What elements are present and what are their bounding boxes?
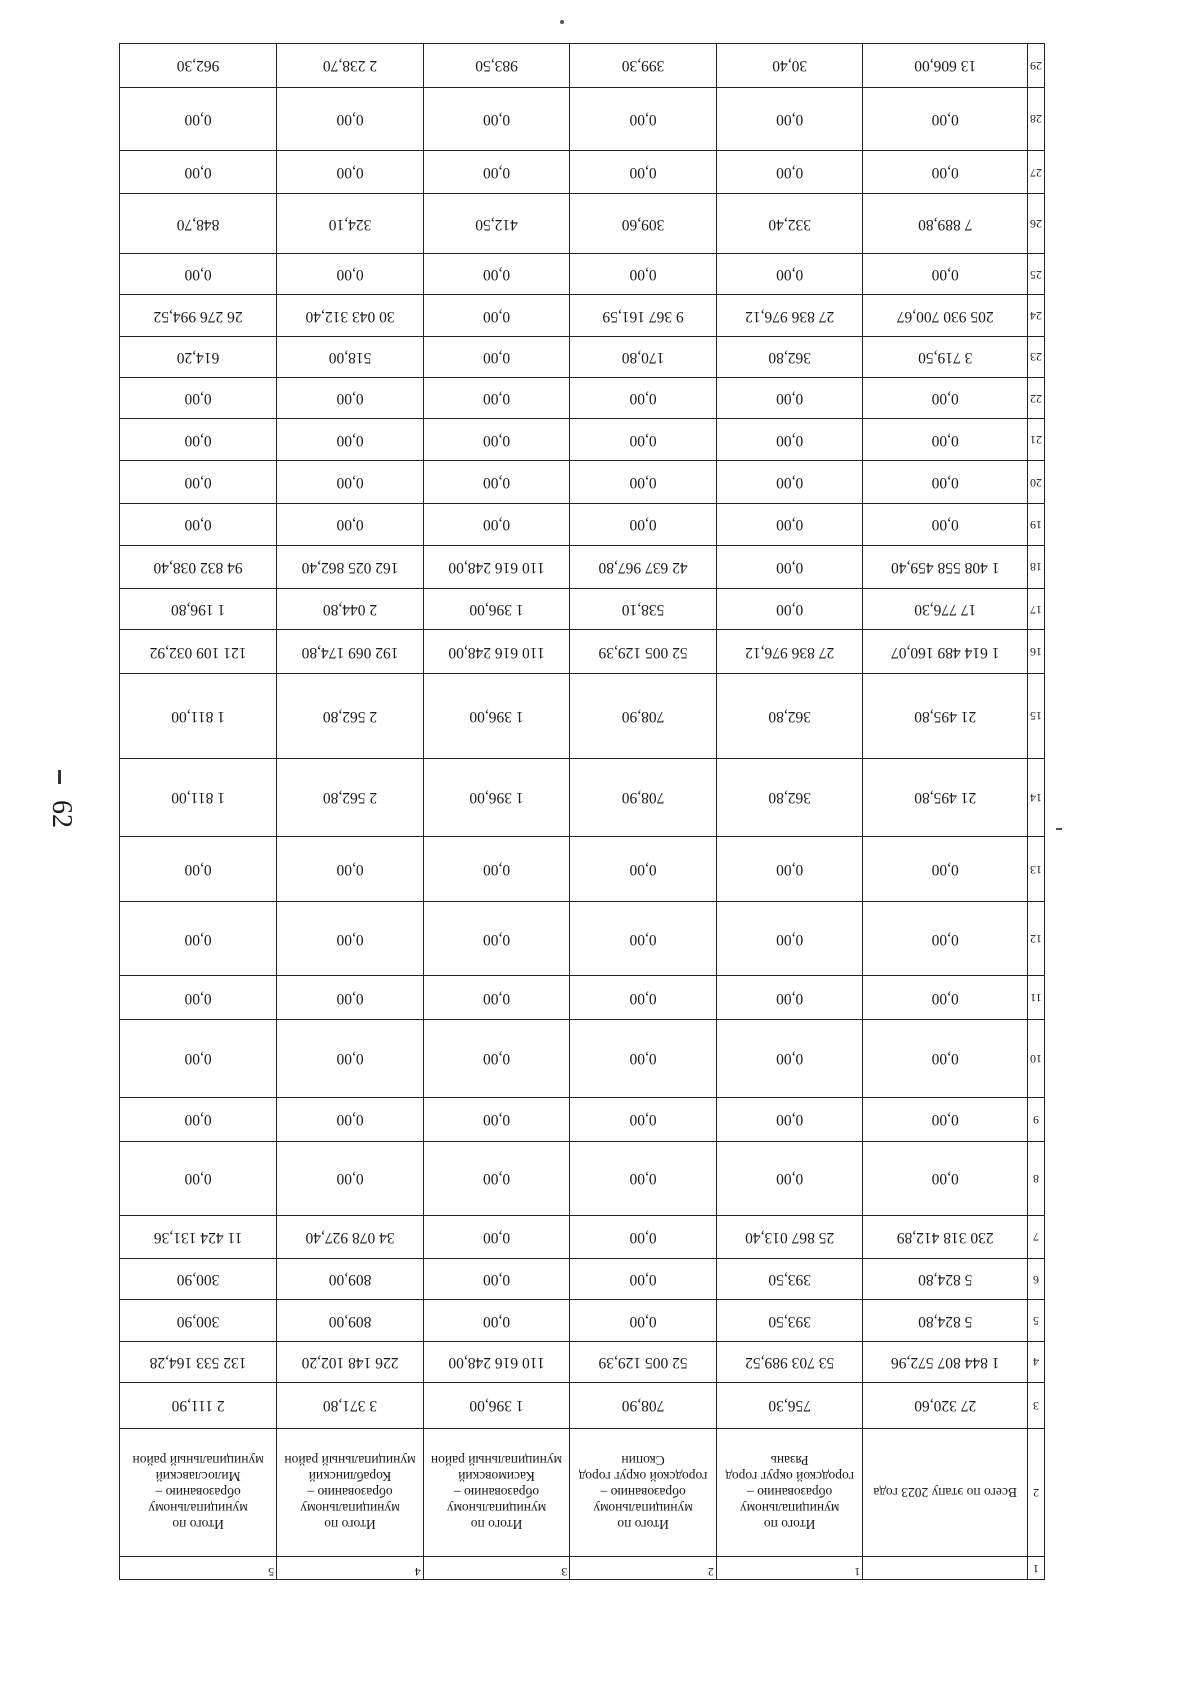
table-row bbox=[120, 254, 1045, 295]
group-index-cell: 5 bbox=[120, 1557, 277, 1580]
page-number: 62 bbox=[46, 800, 77, 828]
header-number-cell: 27 bbox=[1028, 150, 1045, 194]
municipality-name-cell: Итого по муниципальному образованию – Кораблинский муниципальный район bbox=[277, 1428, 424, 1556]
value-cell: 0,00 bbox=[716, 589, 863, 630]
value-cell: 0,00 bbox=[570, 419, 717, 460]
value-cell: 3 371,80 bbox=[277, 1383, 424, 1429]
value-cell: 0,00 bbox=[423, 1098, 570, 1142]
value-cell: 809,00 bbox=[277, 1259, 424, 1300]
value-cell: 1 408 558 459,40 bbox=[863, 545, 1028, 589]
value-cell: 2 562,80 bbox=[277, 758, 424, 836]
value-cell: 1 196,80 bbox=[120, 589, 277, 630]
value-cell: 0,00 bbox=[716, 902, 863, 976]
value-cell: 0,00 bbox=[120, 419, 277, 460]
value-cell: 0,00 bbox=[120, 976, 277, 1020]
value-cell: 110 616 248,00 bbox=[423, 630, 570, 674]
value-cell: 27 836 976,12 bbox=[716, 630, 863, 674]
table-row bbox=[120, 630, 1045, 674]
value-cell: 0,00 bbox=[716, 837, 863, 902]
value-cell: 0,00 bbox=[863, 150, 1028, 194]
value-cell: 53 703 989,52 bbox=[716, 1341, 863, 1382]
value-cell: 614,20 bbox=[120, 336, 277, 377]
table-row bbox=[120, 460, 1045, 504]
table-row bbox=[120, 150, 1045, 194]
value-cell: 0,00 bbox=[716, 504, 863, 545]
value-cell: 42 637 967,80 bbox=[570, 545, 717, 589]
table-row bbox=[120, 1259, 1045, 1300]
value-cell: 0,00 bbox=[120, 254, 277, 295]
value-cell: 362,80 bbox=[716, 336, 863, 377]
value-cell: 0,00 bbox=[863, 902, 1028, 976]
value-cell: 708,90 bbox=[570, 1383, 717, 1429]
value-cell: 362,80 bbox=[716, 673, 863, 758]
value-cell: 0,00 bbox=[570, 1141, 717, 1215]
value-cell: 7 889,80 bbox=[863, 194, 1028, 254]
value-cell: 324,10 bbox=[277, 194, 424, 254]
value-cell: 756,30 bbox=[716, 1383, 863, 1429]
header-number-cell: 8 bbox=[1028, 1141, 1045, 1215]
header-number-cell: 10 bbox=[1028, 1019, 1045, 1097]
scan-speck bbox=[1056, 828, 1062, 830]
header-number-cell: 21 bbox=[1028, 419, 1045, 460]
value-cell: 1 811,00 bbox=[120, 673, 277, 758]
value-cell: 121 109 032,92 bbox=[120, 630, 277, 674]
municipality-name-cell: Итого по муниципальному образованию – Касимовский муниципальный район bbox=[423, 1428, 570, 1556]
value-cell: 52 005 129,39 bbox=[570, 1341, 717, 1382]
value-cell: 21 495,80 bbox=[863, 758, 1028, 836]
value-cell: 0,00 bbox=[716, 1098, 863, 1142]
value-cell: 170,80 bbox=[570, 336, 717, 377]
value-cell: 27 836 976,12 bbox=[716, 295, 863, 336]
value-cell: 0,00 bbox=[423, 460, 570, 504]
value-cell: 192 069 174,80 bbox=[277, 630, 424, 674]
value-cell: 0,00 bbox=[863, 504, 1028, 545]
value-cell: 0,00 bbox=[570, 1019, 717, 1097]
header-number-cell: 25 bbox=[1028, 254, 1045, 295]
value-cell: 0,00 bbox=[120, 1019, 277, 1097]
value-cell: 0,00 bbox=[716, 460, 863, 504]
value-cell: 30,40 bbox=[716, 44, 863, 88]
value-cell: 0,00 bbox=[423, 1300, 570, 1341]
value-cell: 1 396,00 bbox=[423, 589, 570, 630]
scan-speck bbox=[560, 20, 564, 24]
value-cell: 0,00 bbox=[863, 976, 1028, 1020]
value-cell: 0,00 bbox=[120, 378, 277, 419]
value-cell: 412,50 bbox=[423, 194, 570, 254]
value-cell: 1 396,00 bbox=[423, 1383, 570, 1429]
value-cell: 132 533 164,28 bbox=[120, 1341, 277, 1382]
value-cell: 0,00 bbox=[277, 504, 424, 545]
value-cell: 0,00 bbox=[423, 150, 570, 194]
table-row bbox=[120, 902, 1045, 976]
header-number-cell: 17 bbox=[1028, 589, 1045, 630]
value-cell: 0,00 bbox=[570, 1300, 717, 1341]
value-cell: 0,00 bbox=[277, 1019, 424, 1097]
value-cell: 110 616 248,00 bbox=[423, 1341, 570, 1382]
table-row bbox=[120, 419, 1045, 460]
value-cell: 0,00 bbox=[277, 1098, 424, 1142]
group-index-cell bbox=[863, 1557, 1028, 1580]
value-cell: 21 495,80 bbox=[863, 673, 1028, 758]
value-cell: 2 111,90 bbox=[120, 1383, 277, 1429]
value-cell: 518,00 bbox=[277, 336, 424, 377]
value-cell: 0,00 bbox=[423, 1141, 570, 1215]
header-number-cell: 26 bbox=[1028, 194, 1045, 254]
header-number-cell: 7 bbox=[1028, 1215, 1045, 1259]
value-cell: 0,00 bbox=[423, 378, 570, 419]
value-cell: 362,80 bbox=[716, 758, 863, 836]
value-cell: 0,00 bbox=[120, 460, 277, 504]
table-row bbox=[120, 545, 1045, 589]
table-row bbox=[120, 194, 1045, 254]
value-cell: 0,00 bbox=[277, 87, 424, 150]
value-cell: 0,00 bbox=[863, 1019, 1028, 1097]
table-row-group-index bbox=[120, 1557, 1045, 1580]
value-cell: 1 396,00 bbox=[423, 673, 570, 758]
value-cell: 332,40 bbox=[716, 194, 863, 254]
table-row bbox=[120, 1215, 1045, 1259]
value-cell: 0,00 bbox=[716, 1019, 863, 1097]
value-cell: 1 614 489 160,07 bbox=[863, 630, 1028, 674]
value-cell: 0,00 bbox=[277, 1141, 424, 1215]
value-cell: 3 719,50 bbox=[863, 336, 1028, 377]
value-cell: 809,00 bbox=[277, 1300, 424, 1341]
table-row bbox=[120, 336, 1045, 377]
value-cell: 0,00 bbox=[423, 419, 570, 460]
header-number-cell: 20 bbox=[1028, 460, 1045, 504]
value-cell: 0,00 bbox=[863, 837, 1028, 902]
table-row bbox=[120, 1300, 1045, 1341]
header-number-cell: 16 bbox=[1028, 630, 1045, 674]
value-cell: 0,00 bbox=[423, 976, 570, 1020]
value-cell: 9 367 161,59 bbox=[570, 295, 717, 336]
header-number-cell: 19 bbox=[1028, 504, 1045, 545]
value-cell: 11 424 131,36 bbox=[120, 1215, 277, 1259]
value-cell: 0,00 bbox=[277, 150, 424, 194]
value-cell: 13 606,00 bbox=[863, 44, 1028, 88]
rotated-data-sheet bbox=[119, 43, 1045, 1580]
value-cell: 0,00 bbox=[120, 902, 277, 976]
value-cell: 0,00 bbox=[277, 419, 424, 460]
value-cell: 0,00 bbox=[570, 902, 717, 976]
value-cell: 0,00 bbox=[277, 837, 424, 902]
value-cell: 0,00 bbox=[570, 837, 717, 902]
value-cell: 0,00 bbox=[570, 976, 717, 1020]
value-cell: 226 148 102,20 bbox=[277, 1341, 424, 1382]
value-cell: 110 616 248,00 bbox=[423, 545, 570, 589]
value-cell: 0,00 bbox=[716, 545, 863, 589]
table-row bbox=[120, 976, 1045, 1020]
header-number-cell: 14 bbox=[1028, 758, 1045, 836]
value-cell: 0,00 bbox=[863, 87, 1028, 150]
value-cell: 708,90 bbox=[570, 673, 717, 758]
value-cell: 0,00 bbox=[863, 1098, 1028, 1142]
table-row bbox=[120, 1383, 1045, 1429]
value-cell: 538,10 bbox=[570, 589, 717, 630]
table-row-names bbox=[120, 1428, 1045, 1556]
value-cell: 0,00 bbox=[277, 902, 424, 976]
value-cell: 1 844 807 572,96 bbox=[863, 1341, 1028, 1382]
value-cell: 0,00 bbox=[120, 1141, 277, 1215]
header-number-cell: 2 bbox=[1028, 1428, 1045, 1556]
value-cell: 1 396,00 bbox=[423, 758, 570, 836]
value-cell: 0,00 bbox=[863, 1141, 1028, 1215]
value-cell: 0,00 bbox=[863, 254, 1028, 295]
value-cell: 205 930 700,67 bbox=[863, 295, 1028, 336]
header-number-cell: 24 bbox=[1028, 295, 1045, 336]
value-cell: 0,00 bbox=[863, 460, 1028, 504]
value-cell: 17 776,30 bbox=[863, 589, 1028, 630]
table-row bbox=[120, 589, 1045, 630]
value-cell: 0,00 bbox=[423, 254, 570, 295]
group-index-cell: 4 bbox=[277, 1557, 424, 1580]
table-row bbox=[120, 1098, 1045, 1142]
value-cell: 300,90 bbox=[120, 1259, 277, 1300]
value-cell: 0,00 bbox=[277, 976, 424, 1020]
value-cell: 962,30 bbox=[120, 44, 277, 88]
header-number-cell: 23 bbox=[1028, 336, 1045, 377]
table-row bbox=[120, 758, 1045, 836]
value-cell: 0,00 bbox=[120, 1098, 277, 1142]
value-cell: 94 832 038,40 bbox=[120, 545, 277, 589]
table-row bbox=[120, 295, 1045, 336]
header-number-cell: 29 bbox=[1028, 44, 1045, 88]
header-number-cell: 12 bbox=[1028, 902, 1045, 976]
value-cell: 26 276 994,52 bbox=[120, 295, 277, 336]
value-cell: 30 043 312,40 bbox=[277, 295, 424, 336]
value-cell: 0,00 bbox=[423, 1259, 570, 1300]
table-row bbox=[120, 673, 1045, 758]
value-cell: 0,00 bbox=[570, 87, 717, 150]
table-row bbox=[120, 378, 1045, 419]
value-cell: 0,00 bbox=[277, 460, 424, 504]
group-index-cell: 3 bbox=[423, 1557, 570, 1580]
header-number-cell: 13 bbox=[1028, 837, 1045, 902]
header-number-cell: 5 bbox=[1028, 1300, 1045, 1341]
table-row bbox=[120, 1019, 1045, 1097]
value-cell: 983,50 bbox=[423, 44, 570, 88]
header-number-cell: 18 bbox=[1028, 545, 1045, 589]
header-number-cell: 1 bbox=[1028, 1557, 1045, 1580]
value-cell: 230 318 412,89 bbox=[863, 1215, 1028, 1259]
value-cell: 0,00 bbox=[863, 419, 1028, 460]
value-cell: 393,50 bbox=[716, 1300, 863, 1341]
value-cell: 2 044,80 bbox=[277, 589, 424, 630]
table-row bbox=[120, 44, 1045, 88]
table-row bbox=[120, 504, 1045, 545]
value-cell: 0,00 bbox=[716, 150, 863, 194]
table-row bbox=[120, 837, 1045, 902]
value-cell: 399,30 bbox=[570, 44, 717, 88]
municipality-name-cell: Итого по муниципальному образованию – Милославский муниципальный район bbox=[120, 1428, 277, 1556]
value-cell: 0,00 bbox=[120, 837, 277, 902]
value-cell: 0,00 bbox=[570, 1215, 717, 1259]
value-cell: 0,00 bbox=[570, 378, 717, 419]
value-cell: 393,50 bbox=[716, 1259, 863, 1300]
value-cell: 0,00 bbox=[423, 295, 570, 336]
header-number-cell: 6 bbox=[1028, 1259, 1045, 1300]
value-cell: 27 320,60 bbox=[863, 1383, 1028, 1429]
value-cell: 848,70 bbox=[120, 194, 277, 254]
value-cell: 0,00 bbox=[570, 254, 717, 295]
value-cell: 0,00 bbox=[716, 976, 863, 1020]
value-cell: 2 238,70 bbox=[277, 44, 424, 88]
value-cell: 5 824,80 bbox=[863, 1300, 1028, 1341]
municipality-name-cell: Итого по муниципальному образованию – городской округ город Рязань bbox=[716, 1428, 863, 1556]
value-cell: 0,00 bbox=[423, 336, 570, 377]
value-cell: 162 025 862,40 bbox=[277, 545, 424, 589]
value-cell: 0,00 bbox=[120, 150, 277, 194]
value-cell: 0,00 bbox=[423, 1215, 570, 1259]
group-index-cell: 1 bbox=[716, 1557, 863, 1580]
value-cell: 0,00 bbox=[570, 1098, 717, 1142]
municipality-name-cell: Всего по этапу 2023 года bbox=[863, 1428, 1028, 1556]
header-number-cell: 4 bbox=[1028, 1341, 1045, 1382]
header-number-cell: 15 bbox=[1028, 673, 1045, 758]
value-cell: 708,90 bbox=[570, 758, 717, 836]
value-cell: 0,00 bbox=[423, 87, 570, 150]
value-cell: 0,00 bbox=[570, 150, 717, 194]
value-cell: 0,00 bbox=[423, 504, 570, 545]
value-cell: 0,00 bbox=[570, 504, 717, 545]
value-cell: 0,00 bbox=[716, 419, 863, 460]
value-cell: 0,00 bbox=[570, 460, 717, 504]
value-cell: 5 824,80 bbox=[863, 1259, 1028, 1300]
value-cell: 300,90 bbox=[120, 1300, 277, 1341]
value-cell: 0,00 bbox=[716, 1141, 863, 1215]
municipality-name-cell: Итого по муниципальному образованию – городской округ город Скопин bbox=[570, 1428, 717, 1556]
value-cell: 0,00 bbox=[423, 837, 570, 902]
table-row bbox=[120, 1141, 1045, 1215]
value-cell: 0,00 bbox=[120, 504, 277, 545]
value-cell: 34 078 927,40 bbox=[277, 1215, 424, 1259]
value-cell: 0,00 bbox=[716, 254, 863, 295]
scan-mark bbox=[58, 770, 61, 784]
table-row bbox=[120, 1341, 1045, 1382]
value-cell: 0,00 bbox=[277, 254, 424, 295]
value-cell: 0,00 bbox=[277, 378, 424, 419]
table-row bbox=[120, 87, 1045, 150]
value-cell: 0,00 bbox=[716, 87, 863, 150]
value-cell: 309,60 bbox=[570, 194, 717, 254]
group-index-cell: 2 bbox=[570, 1557, 717, 1580]
value-cell: 25 867 013,40 bbox=[716, 1215, 863, 1259]
value-cell: 0,00 bbox=[716, 378, 863, 419]
value-cell: 52 005 129,39 bbox=[570, 630, 717, 674]
value-cell: 2 562,80 bbox=[277, 673, 424, 758]
value-cell: 0,00 bbox=[570, 1259, 717, 1300]
value-cell: 1 811,00 bbox=[120, 758, 277, 836]
value-cell: 0,00 bbox=[423, 902, 570, 976]
header-number-cell: 9 bbox=[1028, 1098, 1045, 1142]
header-number-cell: 11 bbox=[1028, 976, 1045, 1020]
value-cell: 0,00 bbox=[423, 1019, 570, 1097]
header-number-cell: 3 bbox=[1028, 1383, 1045, 1429]
header-number-cell: 28 bbox=[1028, 87, 1045, 150]
value-cell: 0,00 bbox=[120, 87, 277, 150]
header-number-cell: 22 bbox=[1028, 378, 1045, 419]
data-table bbox=[119, 43, 1045, 1580]
value-cell: 0,00 bbox=[863, 378, 1028, 419]
